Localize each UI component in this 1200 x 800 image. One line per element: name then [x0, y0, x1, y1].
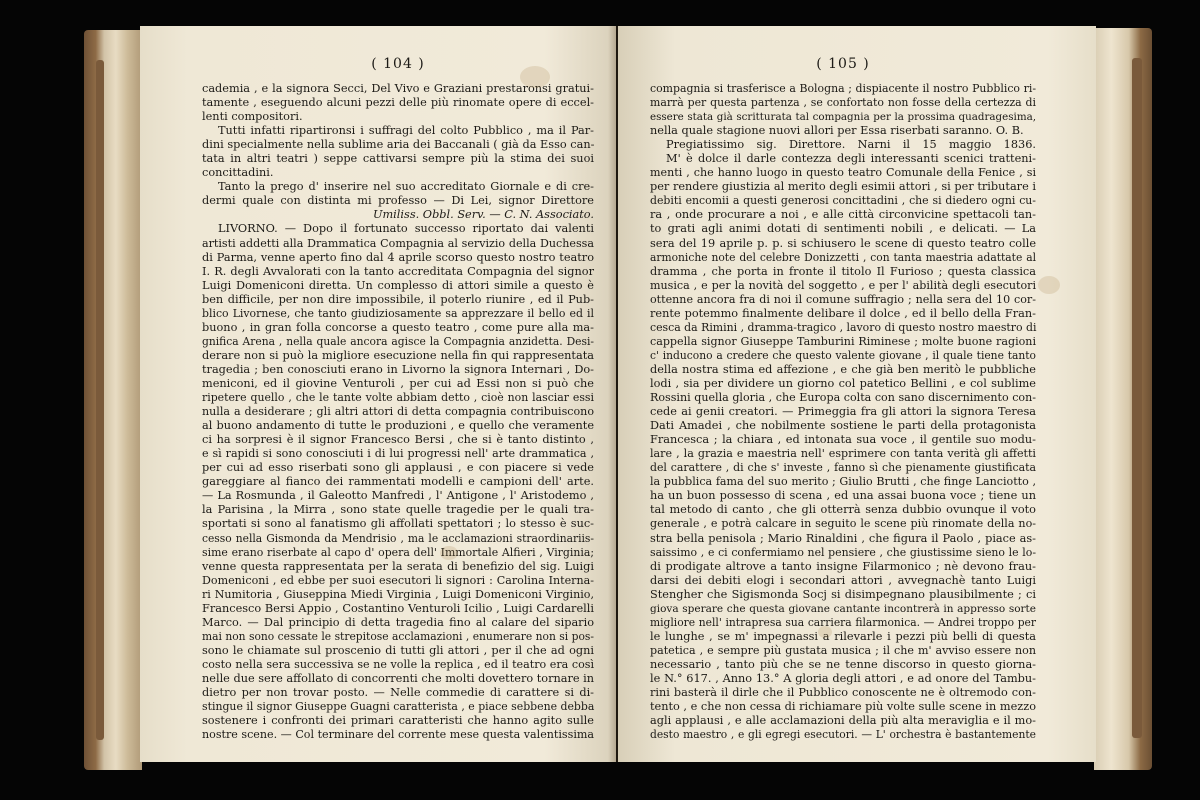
text-line: Tanto la prego d' inserire nel suo accreditato Giornale e di cre- [218, 180, 594, 194]
text-line: la pubblica fama del suo merito ; Giulio Brutti , che finge Lanciotto , [650, 475, 1036, 489]
text-line: venne questa rappresentata per la serata di benefizio del sig. Luigi [202, 559, 594, 573]
page-number-right: ( 105 ) [816, 56, 870, 72]
text-line: marrà per questa partenza , se confortato non fosse della certezza di [650, 96, 1036, 110]
text-line: derare non si può la migliore esecuzione nella fin qui rappresentata [202, 348, 594, 362]
text-line: e sì rapidi si sono conosciuti i di lui progressi nell' arte drammatica , [202, 447, 594, 461]
text-line: cappella signor Giuseppe Tamburini Riminese ; molte buone ragioni [650, 334, 1036, 348]
text-line: migliore nell' intrapresa sua carriera filarmonica. — Andrei troppo per [650, 615, 1036, 629]
text-line: agli applausi , e alle acclamazioni della più alta meraviglia e il mo- [650, 714, 1036, 728]
text-line: lenti compositori. [202, 110, 303, 124]
page-number-left: ( 104 ) [371, 56, 425, 72]
text-line: per cui ad esso riserbati sono gli applausi , e con piacere si vede [202, 461, 594, 475]
text-line: Domeniconi , ed ebbe per suoi esecutori li signori : Carolina Interna- [202, 573, 594, 587]
book-right-edge [1094, 28, 1152, 770]
text-line: sono le chiamate sul proscenio di tutti gli attori , per il che ad ogni [202, 643, 594, 657]
text-line: Stengher che Sigismonda Socj si disimpegnano plausibilmente ; ci [650, 587, 1036, 601]
text-line: lare , la grazia e maestria nell' esprimere con tanta verità gli affetti [650, 447, 1036, 461]
text-line: Rossini quella gloria , che Europa colta con sano discernimento con- [650, 391, 1036, 405]
text-line: concittadini. [202, 166, 274, 180]
text-line: tento , e che non cessa di richiamare più volte sulle scene in mezzo [650, 700, 1037, 714]
text-line: nelle due sere affollato di concorrenti che molti dovettero tornare in [202, 671, 595, 685]
text-line: Marco. — Dal principio di detta tragedia fino al calare del sipario [202, 615, 594, 629]
text-line: sportati si sono al fanatismo gli affollati spettatori ; lo stesso è suc- [202, 517, 594, 531]
text-line: Tutti infatti ripartironsi i suffragi del colto Pubblico , ma il Par- [218, 124, 594, 138]
text-line: tal metodo di canto , che gli otterrà senza dubbio ovunque il voto [650, 503, 1036, 517]
text-line: le lunghe , se m' impegnassi a rilevarle i pezzi più belli di questa [650, 629, 1036, 643]
text-line: dietro per non trovar posto. — Nelle commedie di carattere si di- [202, 686, 594, 700]
text-line: tamente , eseguendo alcuni pezzi delle più rinomate opere di eccel- [202, 96, 594, 110]
text-line: ci ha sorpresi è il signor Francesco Bersi , che si è tanto distinto , [202, 433, 594, 447]
text-line: dermi quale con distinta mi professo — Di Lei, signor Direttore [202, 194, 594, 208]
text-line: patetica , e sempre più gustata musica ; il che m' avviso essere non [650, 643, 1036, 657]
text-line: sostenere i confronti dei primari caratteristi che hanno agito sulle [202, 714, 594, 728]
text-line: mai non sono cessate le strepitose acclamazioni , enumerare non si pos- [202, 629, 594, 643]
text-line: Pregiatissimo sig. Direttore. Narni il 15 maggio 1836. [666, 138, 1036, 152]
text-line: — La Rosmunda , il Galeotto Manfredi , l' Antigone , l' Aristodemo , [202, 489, 594, 503]
text-line: dini specialmente nella sublime aria dei Baccanali ( già da Esso can- [202, 138, 595, 152]
text-line: per rendere giustizia al merito degli esimii attori , si per tributare i [650, 180, 1036, 194]
text-line: musica , e per la novità del soggetto , e per l' abilità degli esecutori [650, 278, 1036, 292]
text-line: al buono andamento di tutte le produzioni , e quello che veramente [202, 419, 594, 433]
text-line: blico Livornese, che tanto giudiziosamente sa apprezzare il bello ed il [202, 306, 594, 320]
text-line: artisti addetti alla Drammatica Compagnia al servizio della Duchessa [202, 236, 594, 250]
text-line: del carattere , di che s' investe , fanno sì che pienamente giustificata [650, 461, 1036, 475]
text-line: di Parma, venne aperto fino dal 4 aprile scorso questo nostro teatro [202, 250, 594, 264]
text-line: Dati Amadei , che nobilmente sostiene le parti della protagonista [650, 419, 1036, 433]
text-line: della nostra stima ed affezione , e che già ben meritò le pubbliche [650, 362, 1036, 376]
text-line: compagnia si trasferisce a Bologna ; dispiacente il nostro Pubblico ri- [650, 82, 1036, 95]
text-line: cesca da Rimini , dramma-tragico , lavoro di questo nostro maestro di [650, 320, 1037, 334]
text-line: ripetere quello , che le tante volte abbiam detto , cioè non lasciar essi [202, 391, 594, 405]
text-line: buono , in gran folla concorse a questo teatro , come pure alla ma- [202, 320, 594, 334]
open-book [84, 20, 1152, 772]
right-page-text [650, 82, 1036, 742]
text-line: dramma , che porta in fronte il titolo Il Furioso ; questa classica [650, 264, 1036, 278]
text-line: lodi , sia per dividere un giorno col patetico Bellini , e col sublime [650, 376, 1036, 390]
text-line: c' inducono a credere che questo valente giovane , il quale tiene tanto [650, 348, 1036, 362]
text-line: rente potemmo finalmente delibare il dolce , ed il bello della Fran- [650, 306, 1036, 320]
text-line: sime erano riserbate al capo d' opera dell' Immortale Alfieri , Virginia; [202, 545, 594, 559]
text-line: gnifica Arena , nella quale ancora agisce la Compagnia anzidetta. Desi- [202, 334, 594, 348]
text-line: Francesco Bersi Appio , Costantino Venturoli Icilio , Luigi Cardarelli [202, 601, 594, 615]
text-line: giova sperare che questa giovane cantante incontrerà in appresso sorte [650, 602, 1036, 615]
left-page-text [202, 82, 594, 742]
text-line: cademia , e la signora Secci, Del Vivo e Graziani prestaronsi gratui- [202, 82, 594, 95]
text-line: tragedia ; ben conosciuti erano in Livorno la signora Internari , Do- [202, 362, 594, 376]
text-line: nostre scene. — Col terminare del corrente mese questa valentissima [202, 728, 594, 742]
text-line: I. R. degli Avvalorati con la tanto accreditata Compagnia del signor [202, 264, 594, 278]
text-line: cede ai genii creatori. — Primeggia fra gli attori la signora Teresa [650, 405, 1036, 419]
text-line: ri Numitoria , Giuseppina Miedi Virginia , Luigi Domeniconi Virginio, [202, 587, 594, 601]
text-line: LIVORNO. — Dopo il fortunato successo riportato dai valenti [218, 222, 594, 236]
text-line: darsi dei debiti elogi i secondari attori , avvegnachè tanto Luigi [650, 573, 1036, 587]
text-line: debiti encomii a questi generosi concittadini , che si diedero ogni cu- [650, 194, 1036, 208]
text-line: tata in altri teatri ) seppe cattivarsi sempre più la stima dei suoi [202, 152, 594, 166]
text-line: ha un buon possesso di scena , ed una assai buona voce ; tiene un [650, 489, 1036, 503]
text-line: M' è dolce il darle contezza degli interessanti scenici tratteni- [666, 152, 1036, 166]
text-line: to grati agli animi dotati di sentimenti nobili , e delicati. — La [650, 222, 1036, 236]
right-page [618, 26, 1096, 762]
text-line: la Parisina , la Mirra , sono state quelle tragedie per le quali tra- [202, 503, 594, 517]
text-line: nulla a desiderare ; gli altri attori di detta compagnia contribuiscono [202, 405, 594, 419]
text-line: Umiliss. Obbl. Serv. — C. N. Associato. [372, 208, 594, 222]
text-line: rini basterà il dirle che il Pubblico conoscente ne è oltremodo con- [650, 686, 1036, 700]
text-line: costo nella sera successiva se ne volle la replica , ed il teatro era così [202, 657, 594, 671]
text-line: meniconi, ed il giovine Venturoli , per cui ad Essi non si può che [202, 376, 594, 390]
text-line: sera del 19 aprile p. p. si schiusero le scene di questo teatro colle [650, 236, 1036, 250]
text-line: essere stata già scritturata tal compagnia per la prossima quadragesima, [650, 111, 1036, 124]
text-line: Luigi Domeniconi diretta. Un complesso di attori simile a questo è [202, 278, 594, 292]
text-line: le N.° 617. , Anno 13.° A gloria degli attori , e ad onore del Tambu- [650, 671, 1036, 685]
text-line: desto maestro , e gli egregi esecutori. — L' orchestra è bastantemente [650, 728, 1036, 742]
left-page [140, 26, 616, 762]
text-line: nella quale stagione nuovi allori per Essa riserbati saranno. O. B. [650, 124, 1024, 138]
text-line: ben difficile, per non dire impossibile, il poterlo riunire , ed il Pub- [202, 292, 594, 306]
text-line: armoniche note del celebre Donizzetti , con tanta maestria adattate al [650, 250, 1036, 264]
text-line: necessario , tanto più che se ne tenne discorso in questo giorna- [650, 657, 1036, 671]
text-line: cesso nella Gismonda da Mendrisio , ma le acclamazioni straordinariis- [202, 531, 594, 545]
book-left-edge [84, 30, 142, 770]
text-line: stingue il signor Giuseppe Guagni caratterista , e piace sebbene debba [202, 700, 595, 714]
text-line: ra , onde procurare a noi , e alle città circonvicine spettacoli tan- [650, 208, 1036, 222]
text-line: menti , che hanno luogo in questo teatro Comunale della Fenice , si [650, 166, 1036, 180]
text-line: stra bella penisola ; Mario Rinaldini , che figura il Paolo , piace as- [650, 531, 1036, 545]
text-line: Francesca ; la chiara , ed intonata sua voce , il gentile suo modu- [650, 433, 1036, 447]
text-line: ottenne ancora fra di noi il comune suffragio ; nella sera del 10 cor- [650, 292, 1036, 306]
text-line: gareggiare al fianco dei rammentati modelli e campioni dell' arte. [202, 475, 594, 489]
text-line: di prodigate altrove a tanto insigne Filarmonico ; nè devono frau- [650, 559, 1036, 573]
text-line: saissimo , e ci confermiamo nel pensiere , che giustissime sieno le lo- [650, 545, 1036, 559]
text-line: generale , e potrà calcare in seguito le scene più rinomate della no- [650, 517, 1036, 531]
